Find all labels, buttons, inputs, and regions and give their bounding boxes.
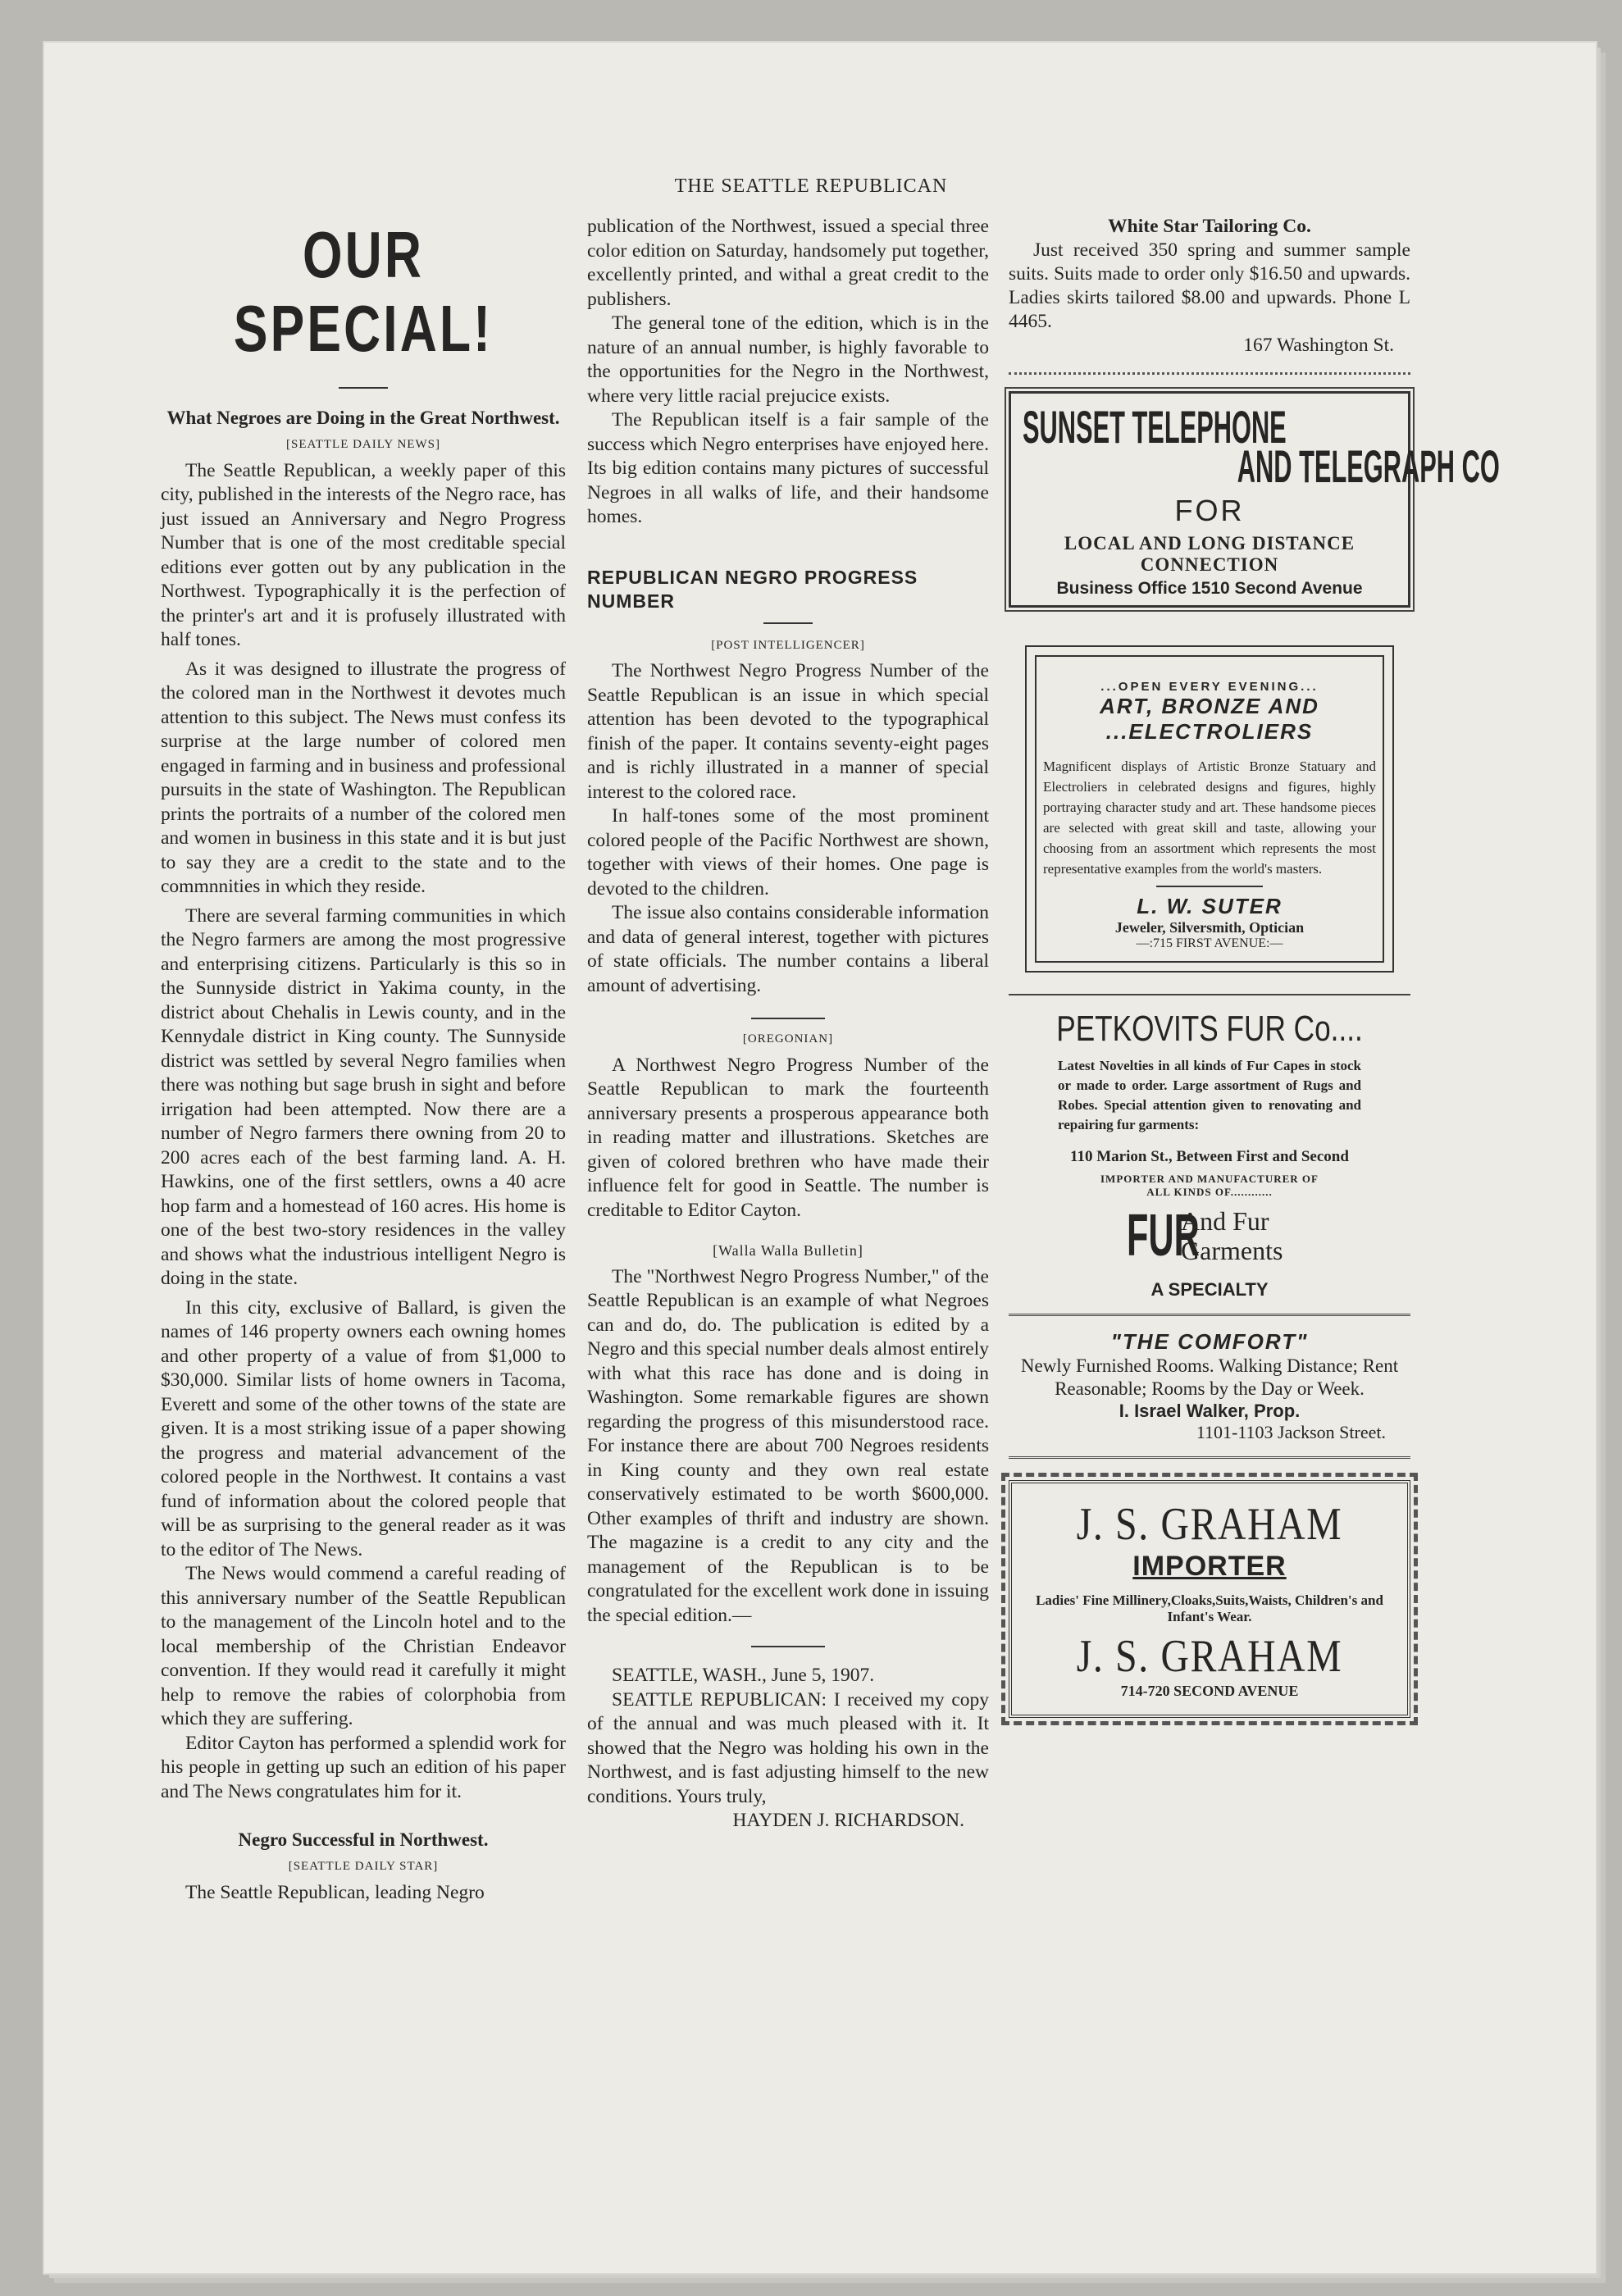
column-2 [587,215,989,1834]
graham-importer: IMPORTER [1132,1551,1287,1582]
suter-address: —:715 FIRST AVENUE:— [1136,936,1283,950]
headline-our-special: OUR SPECIAL! [233,218,494,365]
subhead-negro-successful: Negro Successful in Northwest. [238,1829,489,1850]
suter-open: ...OPEN EVERY EVENING... [1100,680,1319,694]
petkovits-specialty: A SPECIALTY [1150,1279,1269,1300]
paragraph: As it was designed to illustrate the progress of the colored man in the Northwest it devotes much attention to this subject. The News must confess its surprise at the large number of colored men engaged in farming and in business and professional pursuits in the state of Washington. The Republican prints the portraits of a number of the colored men and women in business in this state and it is but just to say they are a credit to the state and to the commnnities in which they reside. [161,658,566,897]
source-oregonian: [OREGONIAN] [742,1032,834,1046]
paragraph: publication of the Northwest, issued a special three color edition on Saturday, handsomely put together, excellently printed, and withal a great credit to the publishers. [587,216,989,310]
suter-art: ART, BRONZE AND [1100,694,1319,718]
graham-address: 714-720 SECOND AVENUE [1120,1683,1299,1699]
signature: HAYDEN J. RICHARDSON. [732,1810,964,1831]
petkovits-body: Latest Novelties in all kinds of Fur Capes in stock or made to order. Large assortment of Rugs and Robes. Special attention given to renovating and repairing fur garments: [1058,1058,1361,1132]
divider [1009,994,1410,995]
source-daily-star: [SEATTLE DAILY STAR] [288,1860,439,1873]
dateline: SEATTLE, WASH., June 5, 1907. [612,1665,875,1686]
graham-title-2: J. S. GRAHAM [1076,1631,1343,1682]
petkovits-garments: And Fur Garments [1181,1206,1283,1265]
divider [751,1018,825,1019]
sunset-for: FOR [1174,494,1245,527]
petkovits-importer: IMPORTER AND MANUFACTURER OF ALL KINDS OF............ [1100,1173,1319,1198]
paragraph: SEATTLE REPUBLICAN: I received my copy of the annual and was much pleased with it. It showed that the Negro was holding his own in the Northwest, and is fast adjusting himself to the new conditions. Yours truly, [587,1688,989,1807]
sunset-office: Business Office 1510 Second Avenue [1056,579,1363,598]
comfort-body: Newly Furnished Rooms. Walking Distance; Rent Reasonable; Rooms by the Day or Week. [1020,1355,1399,1399]
comfort-title: "THE COMFORT" [1110,1329,1309,1354]
sunset-title-2: AND TELEGRAPH CO [1237,440,1500,492]
paragraph: Editor Cayton has performed a splendid work for his people in getting up such an edition of his paper and The News congratulates him for it. [161,1732,566,1802]
divider [1009,1314,1410,1316]
paragraph: The Seattle Republican, leading Negro [185,1881,485,1903]
paragraph: The Northwest Negro Progress Number of the Seattle Republican is an issue in which special attention has been devoted to the typographical finish of the paper. It contains seventy-eight pages and is richly illustrated in a manner of special interest to the colored race. [587,660,989,803]
page-header: THE SEATTLE REPUBLICAN [674,175,948,197]
divider [1009,1456,1410,1459]
source-post-intelligencer: [POST INTELLIGENCER] [711,638,865,652]
ad-petkovits [1009,1009,1410,1301]
suter-trade: Jeweler, Silversmith, Optician [1114,919,1305,936]
paragraph: The issue also contains considerable information and data of general interest, together with pictures of state officials. The number contains a liberal amount of advertising. [587,902,989,996]
graham-title-1: J. S. GRAHAM [1076,1499,1343,1550]
source-walla-walla: [Walla Walla Bulletin] [713,1242,863,1259]
paragraph: In this city, exclusive of Ballard, is given the names of 146 property owners each owning homes and other property of a value of from $1,000 to $30,000. Similar lists of home owners in Tacoma, Everett and some of the other towns of the state are given. It is a most striking issue of a paper showing the progress and material advancement of the colored people in the Northwest. It contains a vast fund of information about the colored people that will be as surprising to the general reader as it was to the editor of The News. [161,1296,566,1560]
paragraph: The "Northwest Negro Progress Number," of the Seattle Republican is an example of what Negroes can and do, do. The publication is edited by a Negro and this special number deals almost entirely with what this race has done and is doing in Washington. Some remarkable figures are shown regarding the progress of this misunderstood race. For instance there are about 700 Negroes residents in King county and they own real estate conservatively estimated to be worth $600,000. Other examples of thrift and industry are shown. The magazine is a credit to any city and the management of the Republican is to be congratulated for the excellent work done in issuing the special edition.— [587,1265,989,1626]
divider [339,387,388,389]
divider [751,1646,825,1647]
paragraph: The News would commend a careful reading of this anniversary number of the Seattle Republican to the management of the Lincoln hotel and to the local membership of the Christian Endeavor convention. If they would read it carefully it might help to remove the rabies of colorphobia from which they are suffering. [161,1563,566,1729]
petkovits-address: 110 Marion St., Between First and Second [1070,1148,1349,1165]
paragraph: A Northwest Negro Progress Number of the Seattle Republican to mark the fourteenth anniversary presents a prosperous appearance both in reading matter and illustrations. Sketches are given of colored brethren who have made their influence felt for good in Seattle. The number is creditable to Editor Cayton. [587,1054,989,1221]
section-heading-progress-number: REPUBLICAN NEGRO PROGRESS NUMBER [587,566,918,612]
source-daily-news: [SEATTLE DAILY NEWS] [286,438,440,451]
ad-white-star-body: Just received 350 spring and summer sample suits. Suits made to order only $16.50 and upwards. Ladies skirts tailored $8.00 and upwards. Phone L 4465. [1009,239,1410,332]
petkovits-title: PETKOVITS FUR Co.... [1056,1009,1363,1049]
sunset-title-1: SUNSET TELEPHONE [1023,401,1287,453]
suter-name: L. W. SUTER [1137,894,1283,918]
ad-js-graham [1009,1480,1410,1718]
paragraph: The Republican itself is a fair sample of the success which Negro enterprises have enjoyed here. Its big edition contains many pictures of successful Negroes in all walks of life, and their handsome homes. [587,409,989,527]
ad-suter [1025,645,1394,973]
sunset-line-3: LOCAL AND LONG DISTANCE [1064,533,1355,554]
advertisements-column [1009,215,1500,1718]
paragraph: The Seattle Republican, a weekly paper of this city, published in the interests of the Negro race, has just issued an Anniversary and Negro Progress Number that is one of the most creditable special editions ever gotten out by any publication in the Northwest. Typographically it is the perfection of the printer's art and it is profusely illustrated with half tones. [161,459,566,650]
column-1 [161,215,566,1905]
comfort-address: 1101-1103 Jackson Street. [1196,1422,1386,1442]
paragraph: The general tone of the edition, which is in the nature of an annual number, is highly favorable to the opportunities for the Negro in the Northwest, where very little racial prejucice exists. [587,312,989,407]
ad-white-star-title: White Star Tailoring Co. [1108,216,1311,237]
graham-body: Ladies' Fine Millinery,Cloaks,Suits,Waists, Children's and Infant's Wear. [1036,1592,1383,1624]
suter-body: Magnificent displays of Artistic Bronze Statuary and Electroliers in celebrated designs and figures, highly portraying character study and art. These handsome pieces are selected with great skill and taste, allowing your choosing from an assortment which represents the most representative examples from the world's masters. [1043,758,1376,877]
ad-white-star-address: 167 Washington St. [1243,335,1394,356]
ad-sunset-telephone [1009,391,1500,608]
ornamental-rule [1009,364,1410,375]
subhead-negroes-northwest: What Negroes are Doing in the Great Northwest. [166,408,560,428]
sunset-line-4: CONNECTION [1140,554,1279,575]
divider [1156,886,1263,887]
petkovits-fur: FUR [1127,1203,1200,1269]
ad-the-comfort [1009,1329,1410,1443]
comfort-proprietor: I. Israel Walker, Prop. [1119,1401,1301,1421]
suter-electroliers: ...ELECTROLIERS [1105,719,1314,744]
paragraph: In half-tones some of the most prominent colored people of the Pacific Northwest are shown, together with views of their homes. One page is devoted to the children. [587,805,989,900]
divider [763,622,813,624]
paragraph: There are several farming communities in which the Negro farmers are among the most progressive and enterprising citizens. Particularly is this so in the Sunnyside district in Yakima county, in the district about Chehalis in Lewis county, and in the Kennydale district in King county. The Sunnyside district was settled by several Negro families when there was nothing but sage brush in sight and before irrigation had been attempted. Now there are a number of Negro farmers there owning from 20 to 200 acres each of the best farming land. A. H. Hawkins, one of the first settlers, owns a 40 acre hop farm and a homestead of 160 acres. His home is one of the best two-story residences in the valley and shows what the industrious intelligent Negro is doing in the state. [161,904,566,1289]
ad-white-star [1009,215,1410,358]
